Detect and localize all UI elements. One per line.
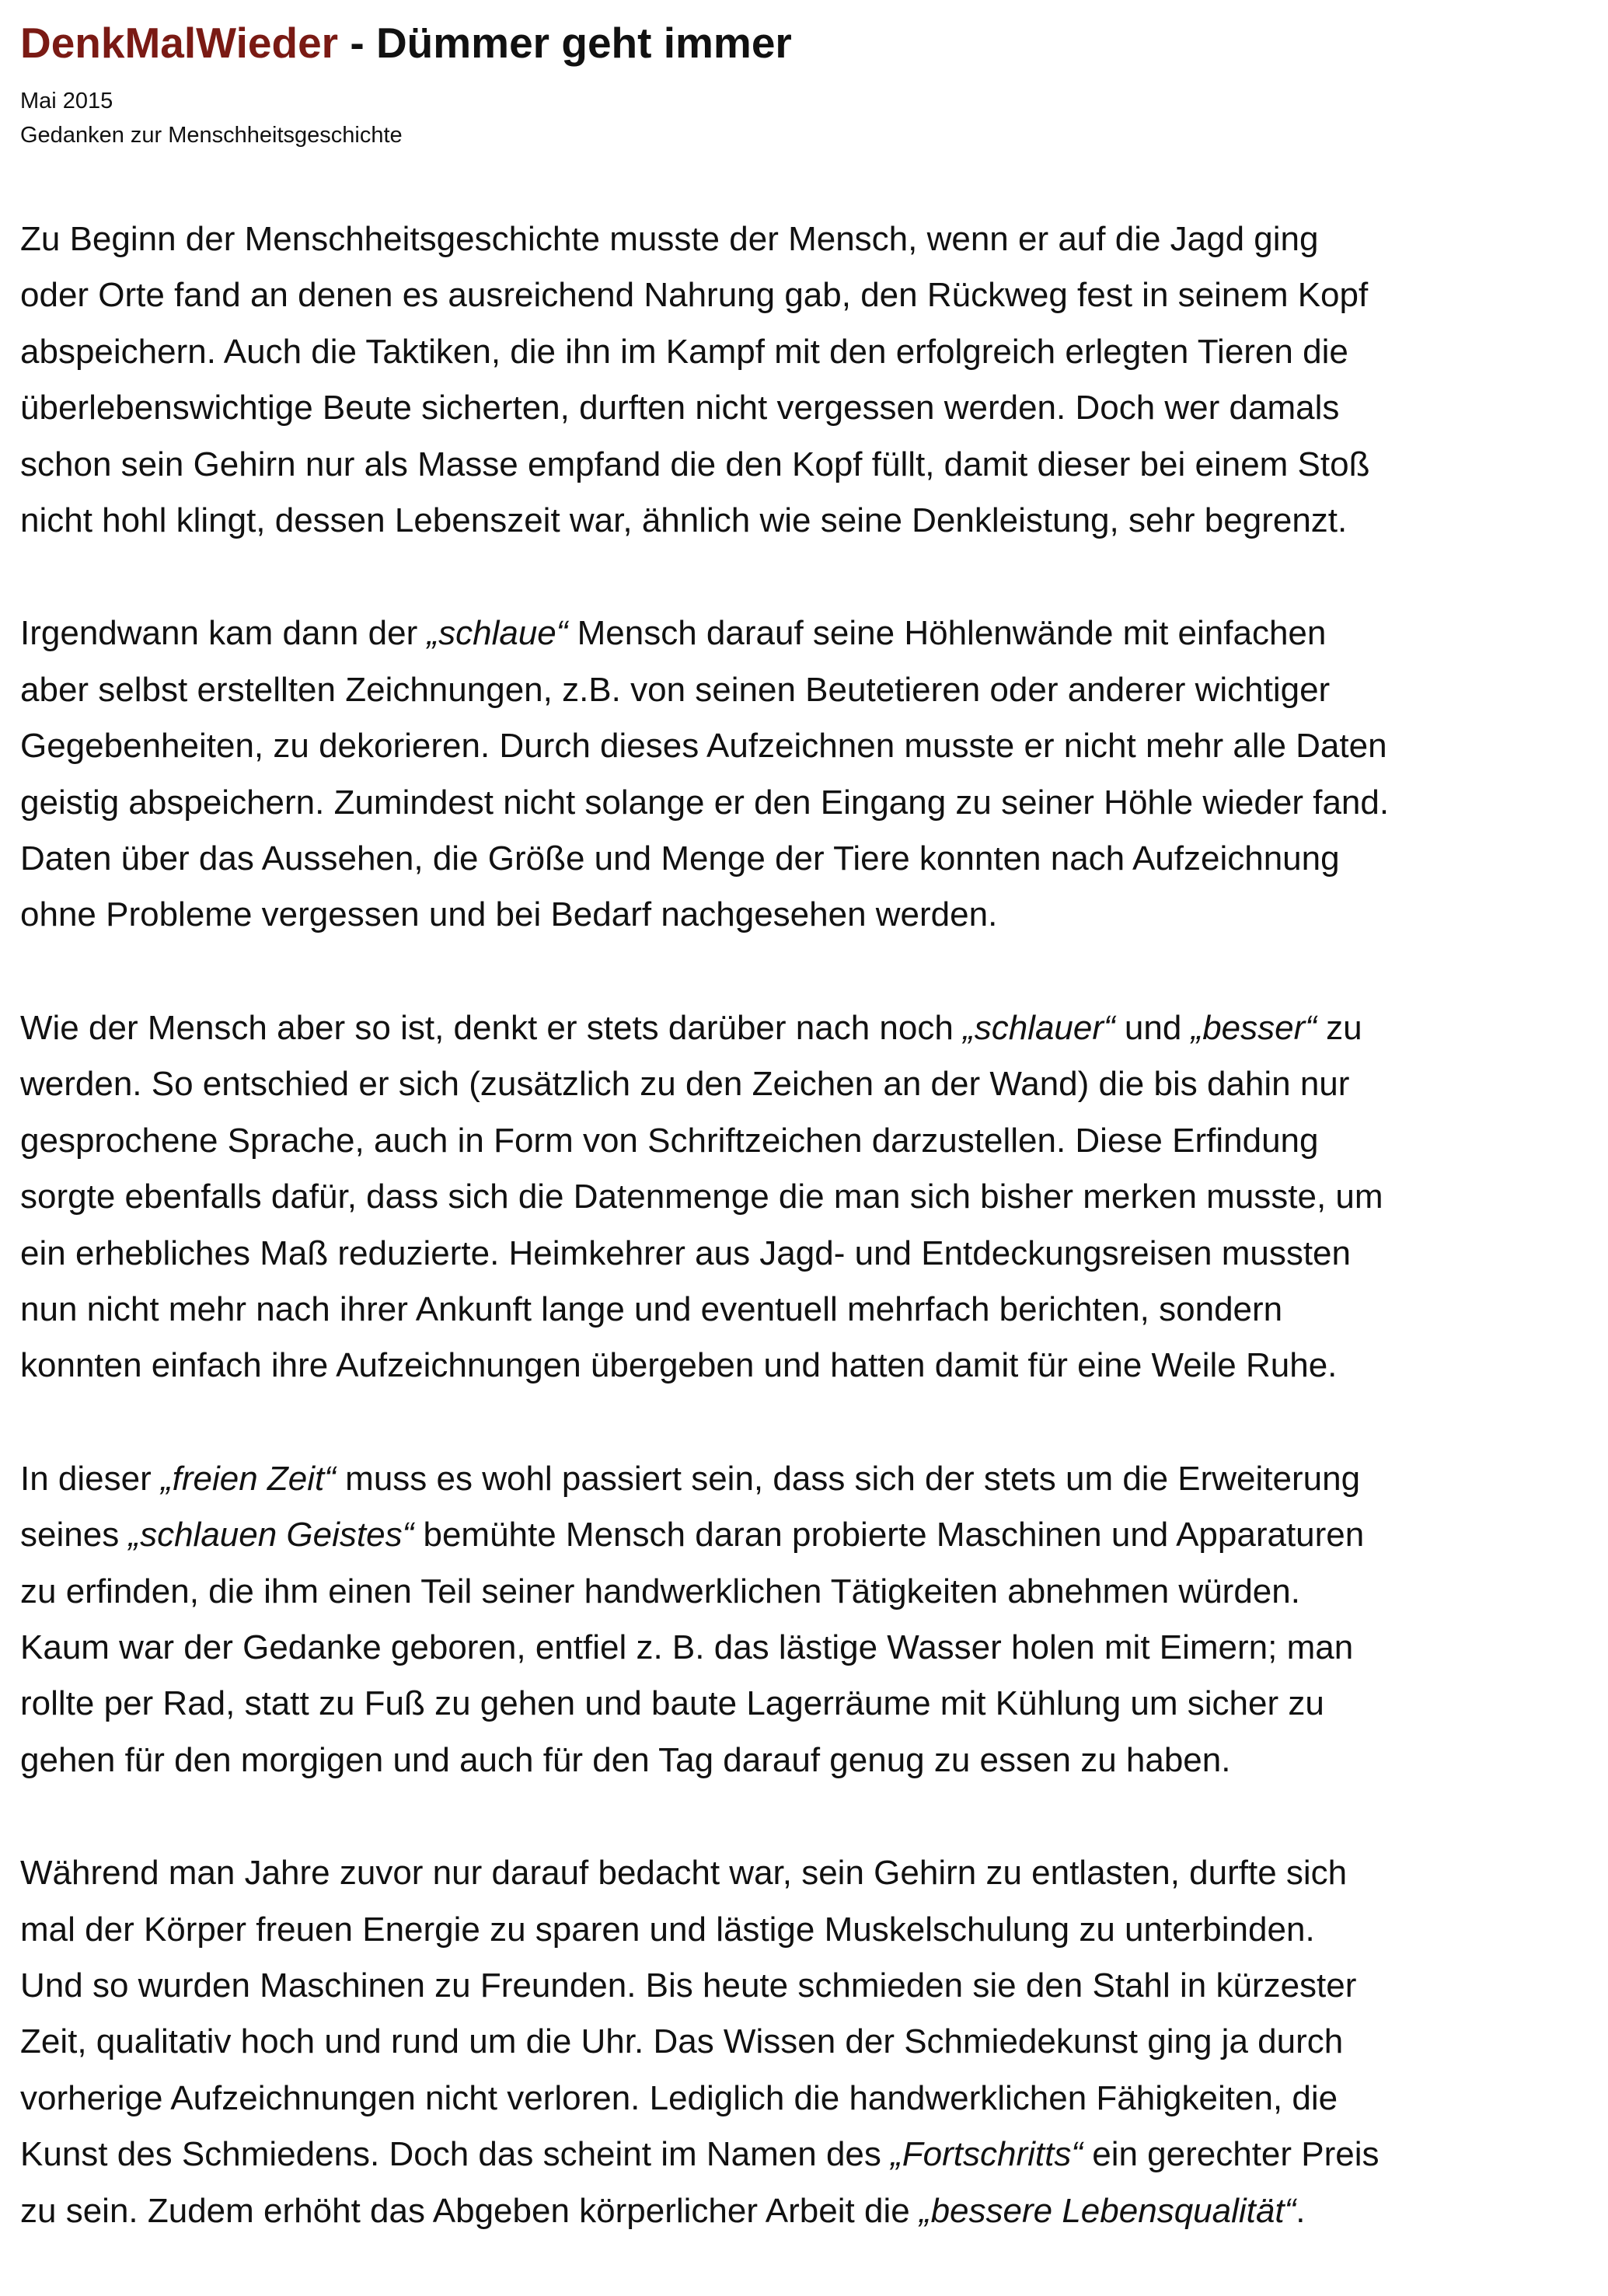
text-line: [20, 1169, 1582, 1225]
title-separator: -: [338, 19, 376, 67]
text-line: [20, 2127, 1582, 2183]
article-paragraph: [20, 1845, 1582, 2239]
text-segment: werden. So entschied er sich (zusätzlich zu den Zeichen an der Wand) die bis dahin nur: [20, 1065, 1350, 1104]
category-label: Gedanken zur Menschheitsgeschichte: [20, 123, 403, 148]
text-segment: überlebenswichtige Beute sicherten, durften nicht vergessen werden. Doch wer damals: [20, 389, 1340, 427]
text-line: [20, 1732, 1582, 1788]
text-segment: zu: [1316, 1008, 1362, 1047]
text-segment: zu erfinden, die ihm einen Teil seiner handwerklichen Tätigkeiten abnehmen würden.: [20, 1572, 1300, 1610]
emphasized-text: „besser“: [1191, 1008, 1317, 1047]
text-segment: In dieser: [20, 1459, 161, 1498]
text-segment: nicht hohl klingt, dessen Lebenszeit war, ähnlich wie seine Denkleistung, sehr begrenzt.: [20, 501, 1348, 540]
emphasized-text: „freien Zeit“: [160, 1459, 336, 1498]
text-line: [20, 380, 1582, 436]
publish-date: Mai 2015: [20, 89, 113, 113]
text-line: [20, 887, 1582, 943]
text-line: [20, 267, 1582, 323]
text-segment: Während man Jahre zuvor nur darauf bedacht war, sein Gehirn zu entlasten, durfte sich: [20, 1854, 1348, 1893]
text-line: [20, 1845, 1582, 1901]
text-line: [20, 1507, 1582, 1563]
emphasized-text: „schlaue“: [427, 614, 568, 653]
text-line: [20, 493, 1582, 549]
text-segment: Kunst des Schmiedens. Doch das scheint im Namen des: [20, 2135, 891, 2174]
text-line: [20, 718, 1582, 774]
text-line: [20, 1958, 1582, 2014]
text-segment: oder Orte fand an denen es ausreichend Nahrung gab, den Rückweg fest in seinem Kopf: [20, 276, 1369, 315]
text-segment: .: [1296, 2191, 1306, 2230]
text-line: [20, 1282, 1582, 1338]
text-line: [20, 1113, 1582, 1169]
text-line: [20, 2014, 1582, 2070]
text-line: [20, 605, 1582, 661]
article-paragraph: [20, 605, 1582, 943]
text-segment: bemühte Mensch daran probierte Maschinen und Apparaturen: [413, 1516, 1365, 1555]
text-segment: Gegebenheiten, zu dekorieren. Durch dieses Aufzeichnen musste er nicht mehr alle Daten: [20, 727, 1387, 766]
article-paragraph: [20, 1000, 1582, 1394]
text-segment: ein erhebliches Maß reduzierte. Heimkehrer aus Jagd- und Entdeckungsreisen mussten: [20, 1233, 1351, 1272]
text-segment: und: [1114, 1008, 1191, 1047]
text-line: [20, 324, 1582, 380]
text-segment: seines: [20, 1516, 129, 1555]
text-line: [20, 1451, 1582, 1507]
text-line: [20, 1000, 1582, 1056]
text-line: [20, 1564, 1582, 1620]
text-segment: ein gerechter Preis: [1083, 2135, 1380, 2174]
site-brand: DenkMalWieder: [20, 19, 339, 67]
emphasized-text: „schlauer“: [963, 1008, 1115, 1047]
text-segment: schon sein Gehirn nur als Masse empfand die den Kopf füllt, damit dieser bei einem Stoß: [20, 445, 1370, 483]
text-segment: muss es wohl passiert sein, dass sich der stets um die Erweiterung: [335, 1459, 1361, 1498]
text-line: [20, 1338, 1582, 1394]
text-segment: Zu Beginn der Menschheitsgeschichte musste der Mensch, wenn er auf die Jagd ging: [20, 220, 1319, 258]
text-segment: Kaum war der Gedanke geboren, entfiel z. B. das lästige Wasser holen mit Eimern; man: [20, 1628, 1354, 1666]
text-segment: Irgendwann kam dann der: [20, 614, 427, 653]
article-body: [20, 211, 1582, 2239]
text-segment: Und so wurden Maschinen zu Freunden. Bis heute schmieden sie den Stahl in kürzester: [20, 1966, 1357, 2005]
text-line: [20, 831, 1582, 887]
emphasized-text: „bessere Lebensqualität“: [919, 2191, 1296, 2230]
emphasized-text: „schlauen Geistes“: [128, 1516, 414, 1555]
text-segment: sorgte ebenfalls dafür, dass sich die Datenmenge die man sich bisher merken musste, um: [20, 1178, 1383, 1216]
text-segment: vorherige Aufzeichnungen nicht verloren. Lediglich die handwerklichen Fähigkeiten, die: [20, 2078, 1338, 2117]
article-paragraph: [20, 1451, 1582, 1788]
text-segment: geistig abspeichern. Zumindest nicht solange er den Eingang zu seiner Höhle wieder fand.: [20, 783, 1390, 822]
text-segment: ohne Probleme vergessen und bei Bedarf nachgesehen werden.: [20, 895, 998, 934]
document-page: [20, 17, 1582, 2296]
text-segment: Daten über das Aussehen, die Größe und Menge der Tiere konnten nach Aufzeichnung: [20, 839, 1340, 878]
text-line: [20, 1620, 1582, 1676]
text-segment: gesprochene Sprache, auch in Form von Schriftzeichen darzustellen. Diese Erfindung: [20, 1121, 1319, 1160]
page-title: [20, 17, 1582, 68]
text-segment: konnten einfach ihre Aufzeichnungen übergeben und hatten damit für eine Weile Ruhe.: [20, 1346, 1338, 1385]
text-segment: aber selbst erstellten Zeichnungen, z.B. von seinen Beutetieren oder anderer wichtiger: [20, 670, 1331, 709]
text-segment: nun nicht mehr nach ihrer Ankunft lange und eventuell mehrfach berichten, sondern: [20, 1289, 1283, 1328]
text-line: [20, 2071, 1582, 2127]
text-segment: Zeit, qualitativ hoch und rund um die Uhr. Das Wissen der Schmiedekunst ging ja durch: [20, 2022, 1344, 2061]
text-segment: rollte per Rad, statt zu Fuß zu gehen und baute Lagerräume mit Kühlung um sicher zu: [20, 1684, 1324, 1723]
text-line: [20, 1676, 1582, 1732]
text-line: [20, 1056, 1582, 1112]
text-segment: gehen für den morgigen und auch für den Tag darauf genug zu essen zu haben.: [20, 1740, 1231, 1779]
text-segment: Wie der Mensch aber so ist, denkt er stets darüber nach noch: [20, 1008, 964, 1047]
text-segment: abspeichern. Auch die Taktiken, die ihn im Kampf mit den erfolgreich erlegten Tieren die: [20, 332, 1348, 371]
text-line: [20, 1226, 1582, 1282]
text-line: [20, 211, 1582, 267]
article-paragraph: [20, 211, 1582, 549]
text-segment: Mensch darauf seine Höhlenwände mit einfachen: [567, 614, 1327, 653]
text-segment: zu sein. Zudem erhöht das Abgeben körperlicher Arbeit die: [20, 2191, 919, 2230]
text-line: [20, 2183, 1582, 2239]
text-line: [20, 437, 1582, 493]
text-segment: mal der Körper freuen Energie zu sparen und lästige Muskelschulung zu unterbinden.: [20, 1910, 1315, 1949]
text-line: [20, 1902, 1582, 1958]
headline: Dümmer geht immer: [375, 19, 792, 67]
text-line: [20, 775, 1582, 831]
text-line: [20, 662, 1582, 718]
emphasized-text: „Fortschritts“: [891, 2135, 1083, 2174]
